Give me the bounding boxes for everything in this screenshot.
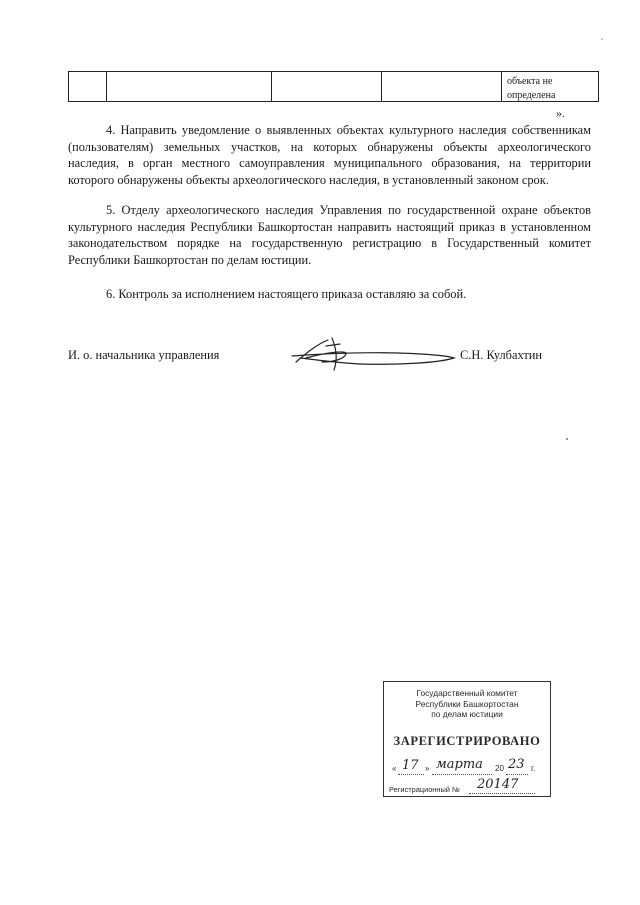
stamp-reg-number-value: 20147 [477,777,519,792]
closing-quote: ». [556,106,565,120]
table-column-divider [271,72,272,101]
stamp-org-line: Республики Башкортостан [415,698,519,709]
stamp-date-month: марта [436,757,483,772]
table-column-divider [106,72,107,101]
stamp-org-line: Государственный комитет [416,688,518,698]
signatory-title: И. о. начальника управления [68,348,220,362]
paragraph-4: 4. Направить уведомление о выявленных объектах культурного наследия собственникам (пользователям) земельных участков, на которых обнаружены объекты археологического наследия, в орган местного самоуправления муниципального образования, на территории которого обнаружены объекты археологического наследия, в установленный законом срок. [68,123,591,187]
scan-speck [601,38,603,40]
stamp-organization [384,688,550,720]
stamp-date: « 17 » марта 20 23 г. [392,757,536,773]
table-column-divider [381,72,382,101]
stamp-date-year: 23 [508,757,525,772]
stamp-date-year-prefix: 20 [495,764,504,773]
handwritten-signature [288,332,460,378]
stamp-date-suffix: г. [531,764,536,773]
stamp-reg-number-label: Регистрационный № [389,785,460,794]
paragraph-5: 5. Отделу археологического наследия Управления по государственной охране объектов культурного наследия Республики Башкортостан направить настоящий приказ в установленном законодательством порядке на государственную регистрацию в Государственный комитет Республики Башкортостан по делам юстиции. [68,203,591,267]
paragraph-6: 6. Контроль за исполнением настоящего приказа оставляю за собой. [106,287,467,301]
table-column-divider [501,72,502,101]
signatory-name: С.Н. Кулбахтин [460,348,543,362]
stamp-registered-label: ЗАРЕГИСТРИРОВАНО [393,734,541,748]
scan-speck [566,438,568,440]
registration-stamp [383,681,551,797]
stamp-date-day: 17 [402,758,419,773]
stamp-reg-number [389,777,547,796]
stamp-org-line: по делам юстиции [431,709,503,719]
table-cell-text: объекта не определена [507,76,556,101]
